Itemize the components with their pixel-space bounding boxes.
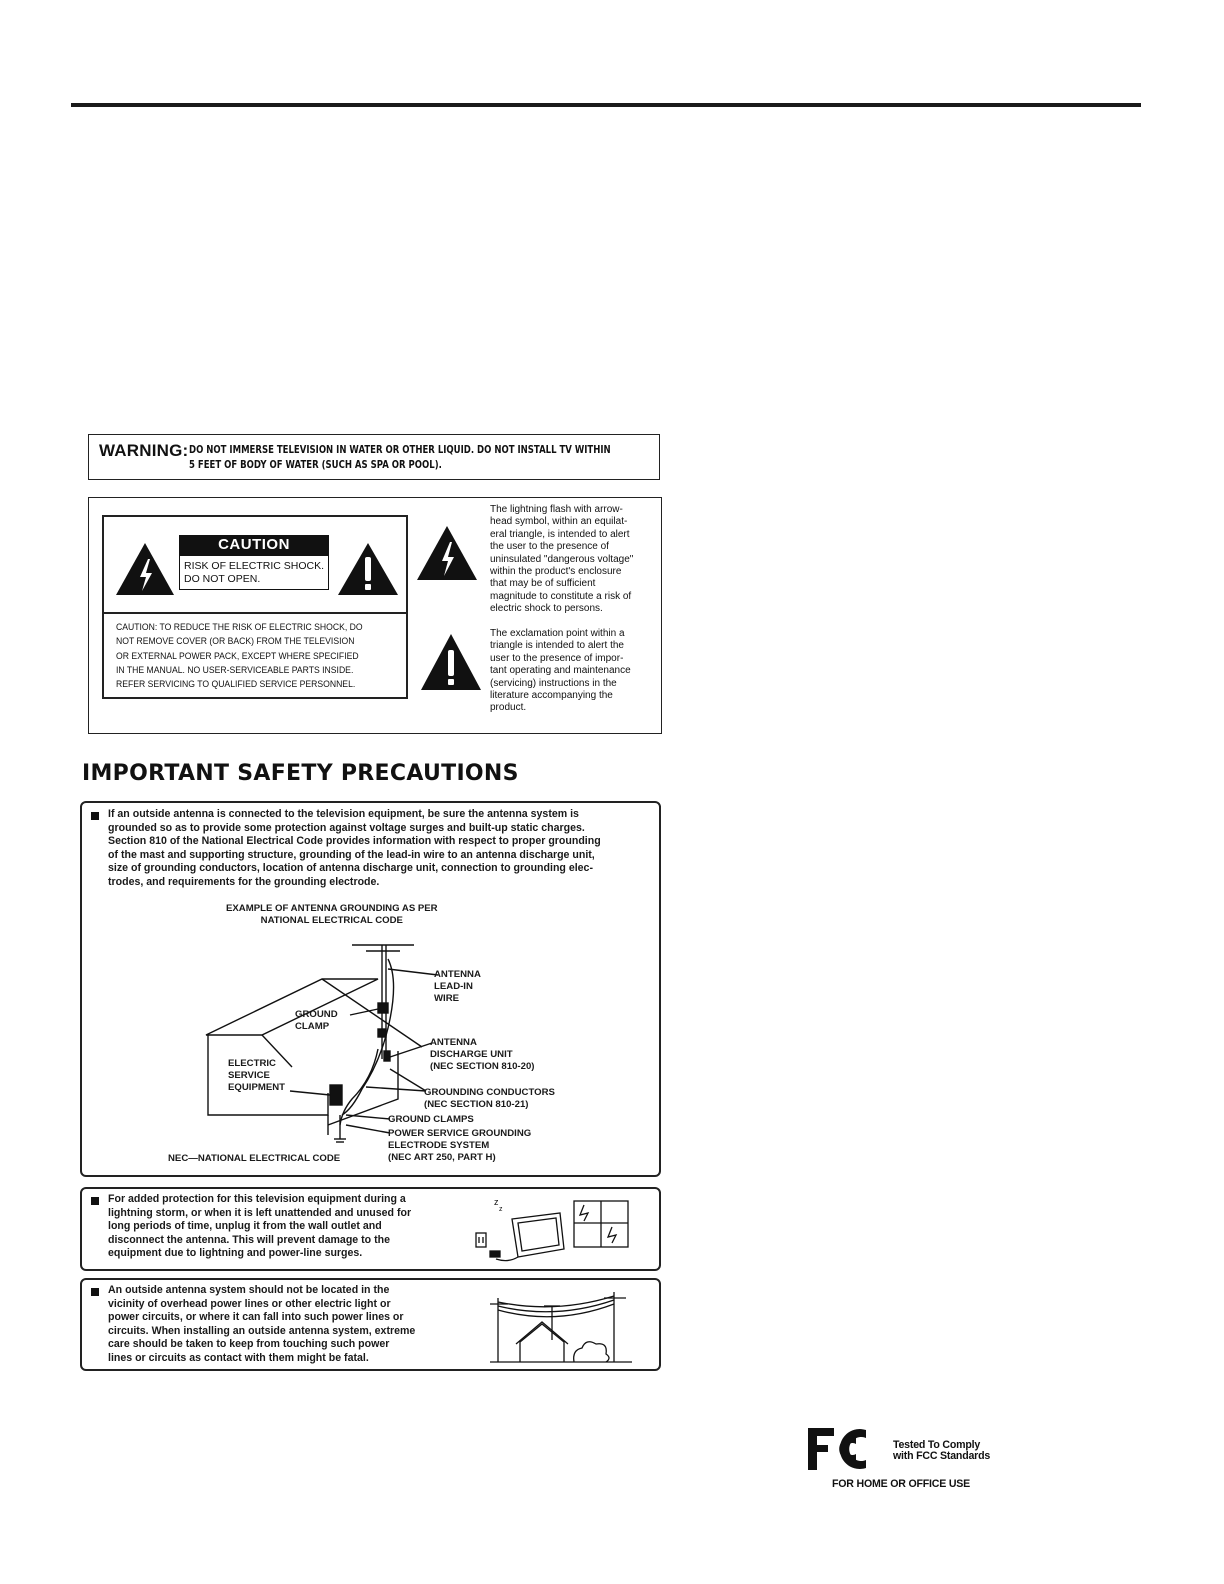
power-lines-panel [80, 1278, 661, 1371]
warning-label: WARNING: [99, 441, 189, 460]
svg-text:z: z [494, 1197, 499, 1207]
caution-label-box [102, 515, 408, 699]
label-nec: NEC—NATIONAL ELECTRICAL CODE [168, 1153, 341, 1164]
section-heading: IMPORTANT SAFETY PRECAUTIONS [82, 761, 519, 786]
fcc-tested-text: Tested To Comply with FCC Standards [893, 1439, 991, 1462]
caution-panel [88, 497, 662, 734]
bullet [91, 812, 99, 820]
label-power-service: POWER SERVICE GROUNDING ELECTRODE SYSTEM (NEC ART 250, PART H) [388, 1128, 532, 1163]
lightning-storm-text: For added protection for this television equipment during a lightning storm, or when it is left unattended and unused for long periods of time, unplug it from the wall outlet and disconnect the antenna. This will prevent damage to the equipment due to lightning and power-line surges. [108, 1193, 412, 1259]
lightning-description: The lightning flash with arrow- head symbol, within an equilat- eral triangle, is intended to alert the user to the presence of uninsulated "dangerous voltage" within the product's enclosure that may be of sufficient magnitude to constitute a risk of electric shock to persons. [490, 504, 634, 615]
bullet [91, 1288, 99, 1296]
tv-unplugged-illustration [468, 1193, 638, 1267]
top-rule [71, 103, 1141, 107]
label-antenna-lead-in: ANTENNA LEAD-IN WIRE [434, 969, 481, 1004]
antenna-grounding-text: If an outside antenna is connected to the television equipment, be sure the antenna system is grounded so as to provide some protection against voltage surges and built-up static charges. Section 810 of the National Electrical Code provides information with respect to proper grounding of the mast and supporting structure, grounding of the lead-in wire to an antenna discharge unit, size of grounding conductors, location of antenna discharge unit, connection to grounding elec- trodes, and requirements for the grounding electrode. [108, 808, 601, 888]
power-lines-illustration [486, 1288, 636, 1364]
fcc-use-text: FOR HOME OR OFFICE USE [832, 1478, 971, 1490]
caution-divider [104, 612, 406, 614]
warning-text: DO NOT IMMERSE TELEVISION IN WATER OR OTHER LIQUID. DO NOT INSTALL TV WITHIN 5 FEET OF BODY OF WATER (SUCH AS SPA OR POOL). [189, 444, 611, 471]
label-electric-service: ELECTRIC SERVICE EQUIPMENT [228, 1058, 286, 1093]
exclamation-triangle-icon [419, 632, 483, 692]
lightning-triangle-icon [114, 541, 176, 597]
warning-box [88, 434, 660, 480]
label-grounding-conductors: GROUNDING CONDUCTORS (NEC SECTION 810-21) [424, 1087, 555, 1110]
exclamation-triangle-icon [336, 541, 400, 597]
svg-text:z: z [499, 1206, 503, 1213]
antenna-grounding-panel [80, 801, 661, 1177]
exclamation-description: The exclamation point within a triangle is intended to alert the user to the presence of impor- tant operating and maintenance (servicing) instructions in the literature accompanying the product. [490, 628, 631, 714]
power-lines-text: An outside antenna system should not be located in the vicinity of overhead power lines or other electric light or power circuits, or where it can fall into such power lines or circuits. When installing an outside antenna system, extreme care should be taken to keep from touching such power lines or circuits as contact with them might be fatal. [108, 1284, 416, 1364]
label-ground-clamps: GROUND CLAMPS [388, 1114, 474, 1125]
label-discharge-unit: ANTENNA DISCHARGE UNIT (NEC SECTION 810-20) [430, 1037, 535, 1072]
label-ground-clamp: GROUND CLAMP [295, 1009, 338, 1032]
caution-title: CAUTION [179, 535, 329, 555]
fcc-logo [806, 1426, 886, 1472]
diagram-title: EXAMPLE OF ANTENNA GROUNDING AS PER NATIONAL ELECTRICAL CODE [226, 903, 438, 926]
lightning-storm-panel [80, 1187, 661, 1271]
caution-risk-text: RISK OF ELECTRIC SHOCK. DO NOT OPEN. [184, 560, 325, 585]
caution-text: CAUTION: TO REDUCE THE RISK OF ELECTRIC SHOCK, DO NOT REMOVE COVER (OR BACK) FROM THE TELEVISION OR EXTERNAL POWER PACK, EXCEPT WHERE SPECIFIED IN THE MANUAL. NO USER-SERVICEABLE PARTS INSIDE. REFER SERVICING TO QUALIFIED SERVICE PERSONNEL. [116, 622, 363, 691]
bullet [91, 1197, 99, 1205]
lightning-triangle-icon [415, 524, 479, 582]
caution-risk-box [179, 555, 329, 590]
